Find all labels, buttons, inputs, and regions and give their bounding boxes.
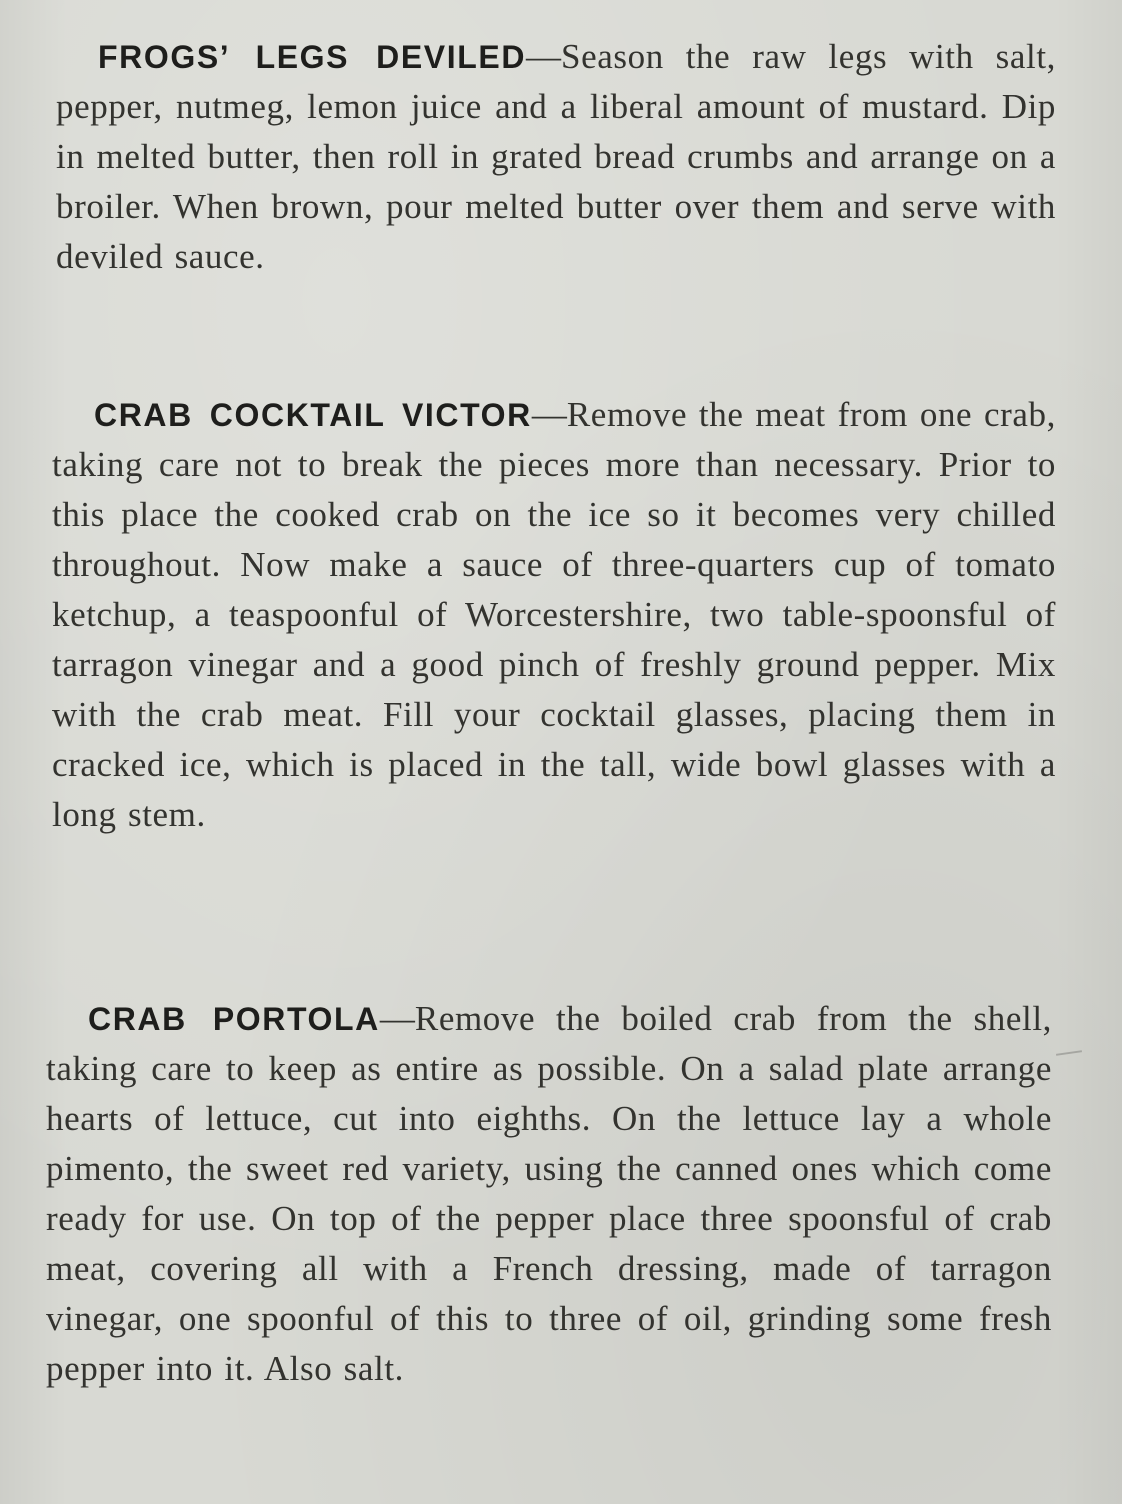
recipe-title: CRAB COCKTAIL VICTOR: [94, 397, 532, 433]
recipe-frogs-legs-deviled: [56, 32, 1056, 282]
recipe-body: Season the raw legs with salt, pepper, nutmeg, lemon juice and a liberal amount of mustard. Dip in melted butter, then roll in grated bread crumbs and arrange on a broiler. When brown, pour melted butter over them and serve with deviled sauce.: [56, 37, 1056, 276]
recipe-crab-cocktail-victor: [52, 390, 1056, 840]
title-dash: —: [526, 37, 562, 76]
recipe-title: CRAB PORTOLA: [88, 1001, 380, 1037]
recipe-body: Remove the boiled crab from the shell, taking care to keep as entire as possible. On a salad plate arrange hearts of lettuce, cut into eighths. On the lettuce lay a whole pimento, the sweet red variety, using the canned ones which come ready for use. On top of the pepper place three spoonsful of crab meat, covering all with a French dressing, made of tarragon vinegar, one spoonful of this to three of oil, grinding some fresh pepper into it. Also salt.: [46, 999, 1052, 1388]
title-dash: —: [379, 999, 415, 1038]
recipe-body: Remove the meat from one crab, taking care not to break the pieces more than necessary. Prior to this place the cooked crab on the ice so it becomes very chilled throughout. Now make a sauce of three-quarters cup of tomato ketchup, a teaspoonful of Worcestershire, two table-spoonsful of tarragon vinegar and a good pinch of freshly ground pepper. Mix with the crab meat. Fill your cocktail glasses, placing them in cracked ice, which is placed in the tall, wide bowl glasses with a long stem.: [52, 395, 1056, 834]
recipe-crab-portola: [46, 994, 1052, 1394]
paper-mark: [1056, 1050, 1082, 1056]
recipe-title: FROGS’ LEGS DEVILED: [98, 39, 527, 75]
title-dash: —: [531, 395, 567, 434]
